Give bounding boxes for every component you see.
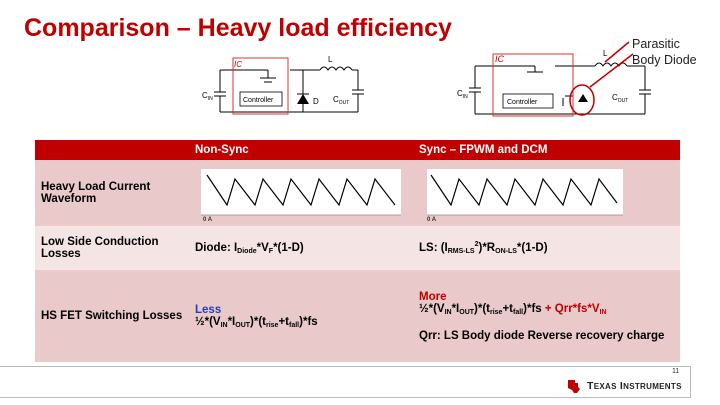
ls-conduction-non-sync: Diode: $I_{Diode}*V_F*(1-D)$ xyxy=(191,226,413,270)
header-empty-cell xyxy=(35,140,191,160)
waveform-sync-cell xyxy=(413,160,680,226)
ti-brand-text: TEXAS INSTRUMENTS xyxy=(587,380,682,392)
qrr-note: Qrr: LS Body diode Reverse recovery charge xyxy=(419,329,665,342)
more-label: More xyxy=(419,290,447,303)
body-diode-icon xyxy=(578,94,588,102)
diode-icon xyxy=(297,94,309,104)
slide-title: Comparison – Heavy load efficiency xyxy=(24,14,452,42)
row-label-ls-conduction: Low Side Conduction Losses xyxy=(35,226,191,270)
row-label-hs-switching: HS FET Switching Losses xyxy=(35,270,191,362)
svg-text:CIN: $C_{IN}$ xyxy=(457,89,468,100)
table-row xyxy=(35,226,680,270)
schem-right-l-label: L xyxy=(603,49,608,58)
schem-right-ic-label: IC xyxy=(495,54,504,64)
less-label: Less xyxy=(195,303,222,316)
schem-left-d-label: D xyxy=(313,97,319,106)
table-row xyxy=(35,160,680,226)
ti-state-icon xyxy=(566,378,582,394)
hs-switching-sync: More $\frac{1}{2}*(V_{IN}*I_{OUT})*(t_{rise}+t_{fall})*fs + Qrr*fs*V_{IN}$ Qrr: LS Body diode Reverse recovery charge xyxy=(413,270,680,362)
comparison-table xyxy=(35,140,680,362)
waveform-sync xyxy=(419,165,629,221)
header-non-sync: Non-Sync xyxy=(191,140,413,160)
table-row xyxy=(35,270,680,362)
ls-conduction-sync: LS: $(I_{RMS-LS}^2)*R_{ON-LS}*(1-D)$ xyxy=(413,226,680,270)
svg-text:CIN: $C_{IN}$ xyxy=(202,91,213,102)
hs-switching-non-sync: Less $\frac{1}{2}*(V_{IN}*I_{OUT})*(t_{rise}+t_{fall})*fs$ xyxy=(191,270,413,362)
waveform-non-sync-cell xyxy=(191,160,413,226)
svg-text:COUT: $C_{OUT}$ xyxy=(612,93,629,104)
row-label-waveform: Heavy Load Current Waveform xyxy=(35,160,191,226)
schem-left-controller-label: Controller xyxy=(243,97,274,104)
header-sync: Sync – FPWM and DCM xyxy=(413,140,680,160)
parasitic-body-diode-callout: Parasitic Body Diode xyxy=(632,37,697,67)
schem-left-l-label: L xyxy=(328,55,333,64)
waveform-non-sync xyxy=(195,165,405,221)
schem-left-ic-label: IC xyxy=(234,60,242,69)
schematic-non-sync xyxy=(200,52,375,122)
schem-right-controller-label: Controller xyxy=(507,99,538,106)
zero-amp-label-sync: 0 A xyxy=(427,217,437,221)
zero-amp-label: 0 A xyxy=(203,217,213,221)
page-number: 11 xyxy=(672,368,680,375)
ti-logo xyxy=(566,378,682,394)
table-header-row xyxy=(35,140,680,160)
svg-text:COUT: $C_{OUT}$ xyxy=(333,95,350,106)
